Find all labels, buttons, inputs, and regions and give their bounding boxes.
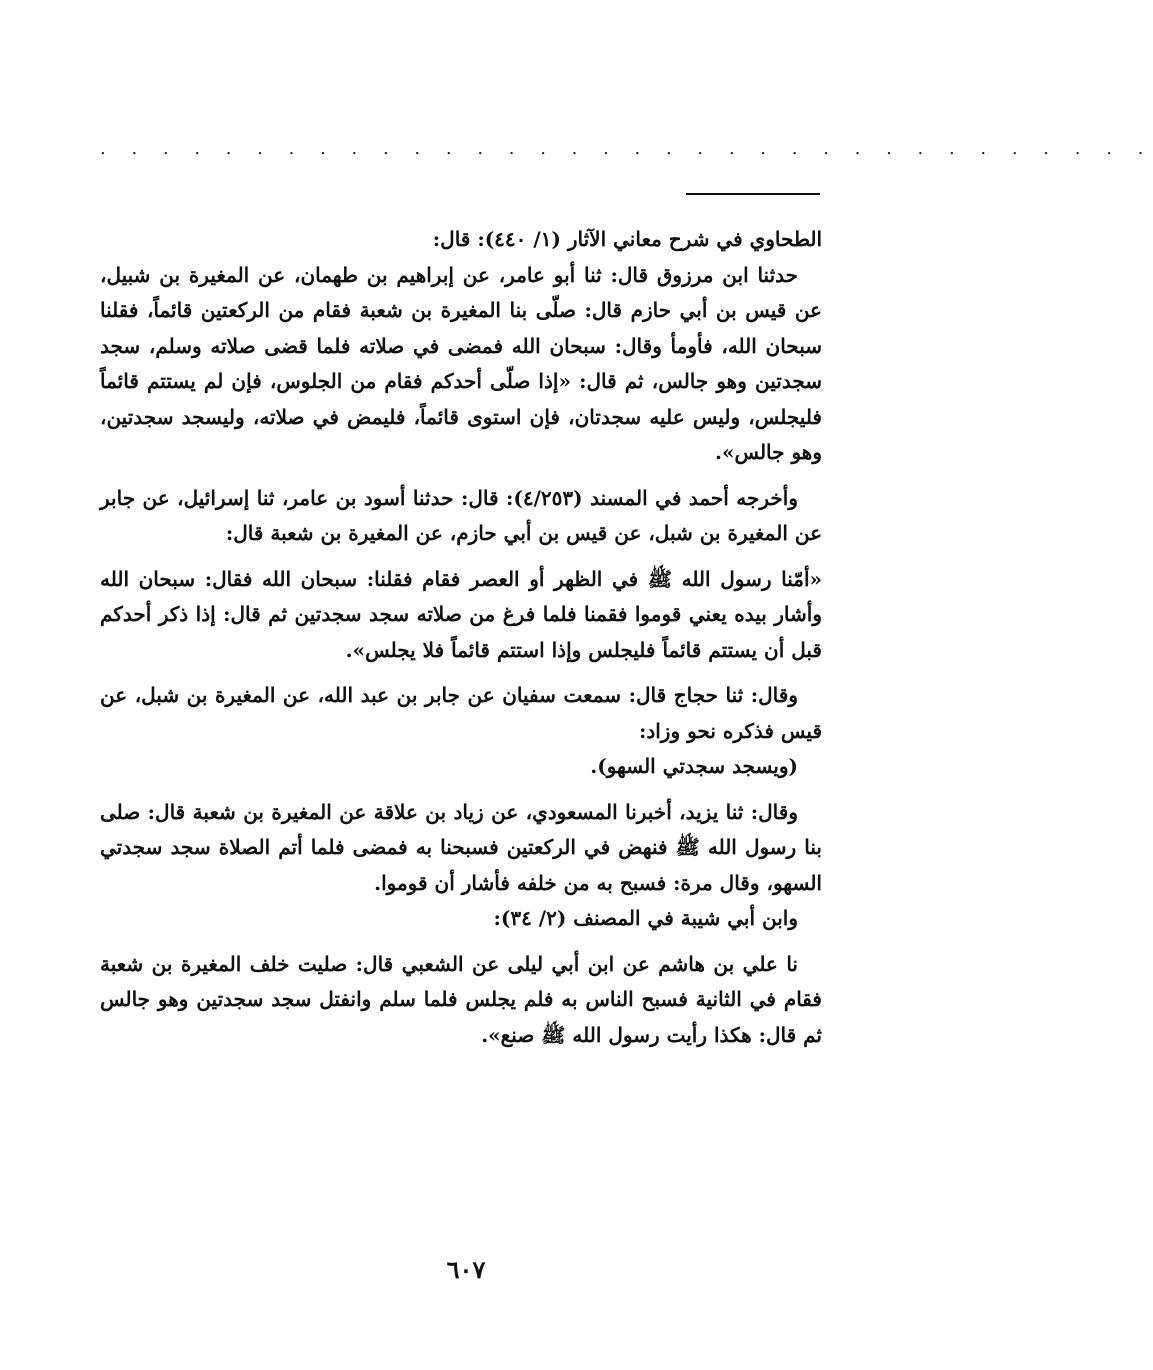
source-ahmad-yazid: وقال: ثنا يزيد، أخبرنا المسعودي، عن زياد بن علاقة عن المغيرة بن شعبة قال: صلى بنا رسول الله ﷺ فنهض في الركعتين فسبحنا به فمضى فلما أتم الصلاة سجد سجدتي السهو، وقال مرة: فسبح به من خلفه فأشار أن قوموا. xyxy=(100,799,822,895)
source-ibn-abi-shayba: وابن أبي شيبة في المصنف (٢/ ٣٤): xyxy=(493,906,798,930)
dotted-separator: . . . . . . . . . . . . . . . . . . . . . . . . . . . . . . . . . . xyxy=(100,138,1153,159)
hadith-ahmad-quote: «أمّنا رسول الله ﷺ في الظهر أو العصر فقام فقلنا: سبحان الله فقال: سبحان الله وأشار بيده يعني قوموا فقمنا فلما فرغ من صلاته سجد سجدتين ثم قال: إذا ذكر أحدكم قبل أن يستتم قائماً فليجلس وإذا استتم قائماً فلا يجلس». xyxy=(100,566,822,662)
footnote-text xyxy=(100,222,822,1053)
page-number: ٦٠٧ xyxy=(446,1255,486,1284)
source-ahmad: وأخرجه أحمد في المسند (٤/٢٥٣): قال: حدثنا أسود بن عامر، ثنا إسرائيل، عن جابر عن المغيرة بن شبل، عن قيس بن أبي حازم، عن المغيرة بن شعبة قال: xyxy=(100,485,822,545)
source-ahmad-hajjaj: وقال: ثنا حجاج قال: سمعت سفيان عن جابر بن عبد الله، عن المغيرة بن شبل، عن قيس فذكره نحو وزاد: xyxy=(100,683,822,743)
source-heading-tahawi: الطحاوي في شرح معاني الآثار (١/ ٤٤٠): قال: xyxy=(432,227,822,251)
hadith-ibn-abi-shayba: نا علي بن هاشم عن ابن أبي ليلى عن الشعبي قال: صليت خلف المغيرة بن شعبة فقام في الثانية فسبح الناس به فلم يجلس فلما سلم وانفتل سجد سجدتين وهو جالس ثم قال: هكذا رأيت رسول الله ﷺ صنع». xyxy=(100,951,822,1047)
footnote-rule xyxy=(686,193,820,195)
hadith-tahawi: حدثنا ابن مرزوق قال: ثنا أبو عامر، عن إبراهيم بن طهمان، عن المغيرة بن شبيل، عن قيس بن أبي حازم قال: صلّى بنا المغيرة بن شعبة فقام من الركعتين قائماً، فقلنا سبحان الله، فأومأ وقال: سبحان الله فمضى في صلاته فلما قضى صلاته وسلم، سجد سجدتين وهو جالس، ثم قال: «إذا صلّى أحدكم فقام من الجلوس، فإن لم يستتم قائماً فليجلس، وليس عليه سجدتان، فإن استوى قائماً، فليمض في صلاته، وليسجد سجدتين، وهو جالس». xyxy=(100,262,822,464)
addition-sahw: (ويسجد سجدتي السهو). xyxy=(590,754,798,778)
